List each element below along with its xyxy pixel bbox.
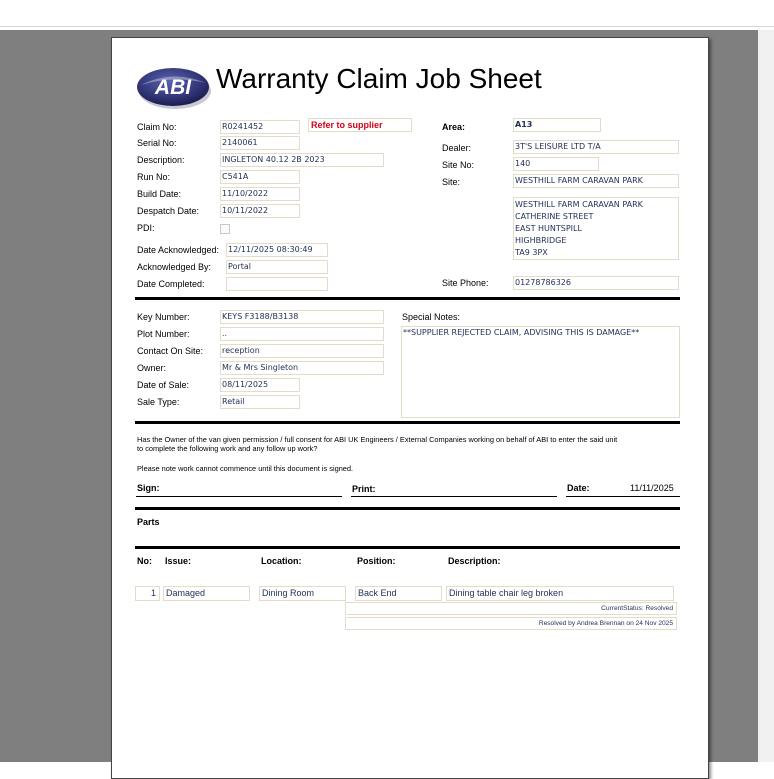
section-divider [135,546,680,549]
current-status: CurrentStatus: Resolved [345,602,677,615]
divider [0,26,774,27]
claim-field-label: Run No: [137,172,171,182]
site-field: WESTHILL FARM CARAVAN PARK [513,174,679,188]
consent-question [137,435,682,453]
claim-field-label: Serial No: [137,138,177,148]
site-no-field: 140 [513,157,599,171]
claim-field-label: PDI: [137,223,155,233]
owner-field-value: .. [220,327,384,341]
parts-heading: Parts [137,517,160,527]
owner-field-label: Contact On Site: [137,346,204,356]
owner-field-value: Mr & Mrs Singleton [220,361,384,375]
print-line[interactable] [351,496,557,497]
col-location: Location: [261,556,302,566]
claim-field-value: 10/11/2022 [220,204,300,218]
owner-field-label: Sale Type: [137,397,180,407]
site-phone-field: 01278786326 [513,276,679,290]
part-description: Dining table chair leg broken [446,586,674,601]
special-notes-field: **SUPPLIER REJECTED CLAIM, ADVISING THIS IS DAMAGE** [401,326,680,418]
sign-date-value: 11/11/2025 [630,483,674,493]
abi-logo [136,65,212,111]
dealer-label: Dealer: [442,143,472,153]
col-issue: Issue: [165,556,192,566]
sign-label: Sign: [137,483,160,493]
claim-field-value [226,277,328,291]
col-no: No: [137,556,152,566]
col-position: Position: [357,556,396,566]
claim-field-label: Build Date: [137,189,182,199]
site-address [513,197,679,260]
dealer-field: 3T'S LEISURE LTD T/A [513,140,679,154]
part-location: Dining Room [259,586,346,601]
claim-field-label: Description: [137,155,185,165]
address-line: TA9 3PX [515,248,548,257]
area-field: A13 [513,118,601,132]
claim-field-value: C541A [220,170,300,184]
section-divider [135,507,680,510]
window-top-bar [0,0,774,26]
claim-field-value: 2140061 [220,136,300,150]
site-label: Site: [442,177,461,187]
claim-field-value: INGLETON 40.12 2B 2023 [220,153,384,167]
owner-field-value: KEYS F3188/B3138 [220,310,384,324]
date-label: Date: [567,483,590,493]
claim-field-value: R0241452 [220,120,300,134]
scrollbar[interactable] [758,30,774,762]
consent-line: Has the Owner of the van given permission / full consent for ABI UK Engineers / External Companies working on behalf of ABI to enter the said unit [137,435,618,444]
pdi-checkbox[interactable] [220,224,230,234]
print-label: Print: [352,484,376,494]
job-sheet-page [111,37,709,779]
owner-field-label: Date of Sale: [137,380,190,390]
owner-field-label: Key Number: [137,312,190,322]
resolved-by: Resolved by Andrea Brennan on 24 Nov 2025 [345,617,677,630]
owner-field-value: reception [220,344,384,358]
claim-field-value: Portal [226,260,328,274]
owner-field-label: Plot Number: [137,329,190,339]
owner-field-value: Retail [220,395,300,409]
claim-field-label: Date Acknowledged: [137,245,220,255]
date-line [566,496,680,497]
logo-text: ABI [154,76,192,99]
owner-field-label: Owner: [137,363,167,373]
part-position: Back End [355,586,442,601]
claim-field-value: 12/11/2025 08:30:49 [226,243,328,257]
refer-to-supplier-flag: Refer to supplier [308,118,412,132]
sign-line[interactable] [136,496,342,497]
address-line: HIGHBRIDGE [515,236,567,245]
part-issue: Damaged [163,586,250,601]
col-description: Description: [448,556,501,566]
claim-field-label: Acknowledged By: [137,262,212,272]
section-divider [135,297,680,300]
claim-field-label: Claim No: [137,122,177,132]
section-divider [135,421,680,424]
part-no: 1 [135,586,160,601]
claim-field-label: Date Completed: [137,279,205,289]
claim-field-value: 11/10/2022 [220,187,300,201]
site-phone-label: Site Phone: [442,278,489,288]
address-line: WESTHILL FARM CARAVAN PARK [515,200,643,209]
page-title: Warranty Claim Job Sheet [216,63,542,94]
claim-field-label: Despatch Date: [137,206,200,216]
consent-line: to complete the following work and any follow up work? [137,444,318,453]
address-line: CATHERINE STREET [515,212,594,221]
area-label: Area: [442,122,466,132]
address-line: EAST HUNTSPILL [515,224,582,233]
special-notes-label: Special Notes: [402,312,461,322]
site-no-label: Site No: [442,160,475,170]
consent-note: Please note work cannot commence until this document is signed. [137,464,354,473]
owner-field-value: 08/11/2025 [220,378,300,392]
